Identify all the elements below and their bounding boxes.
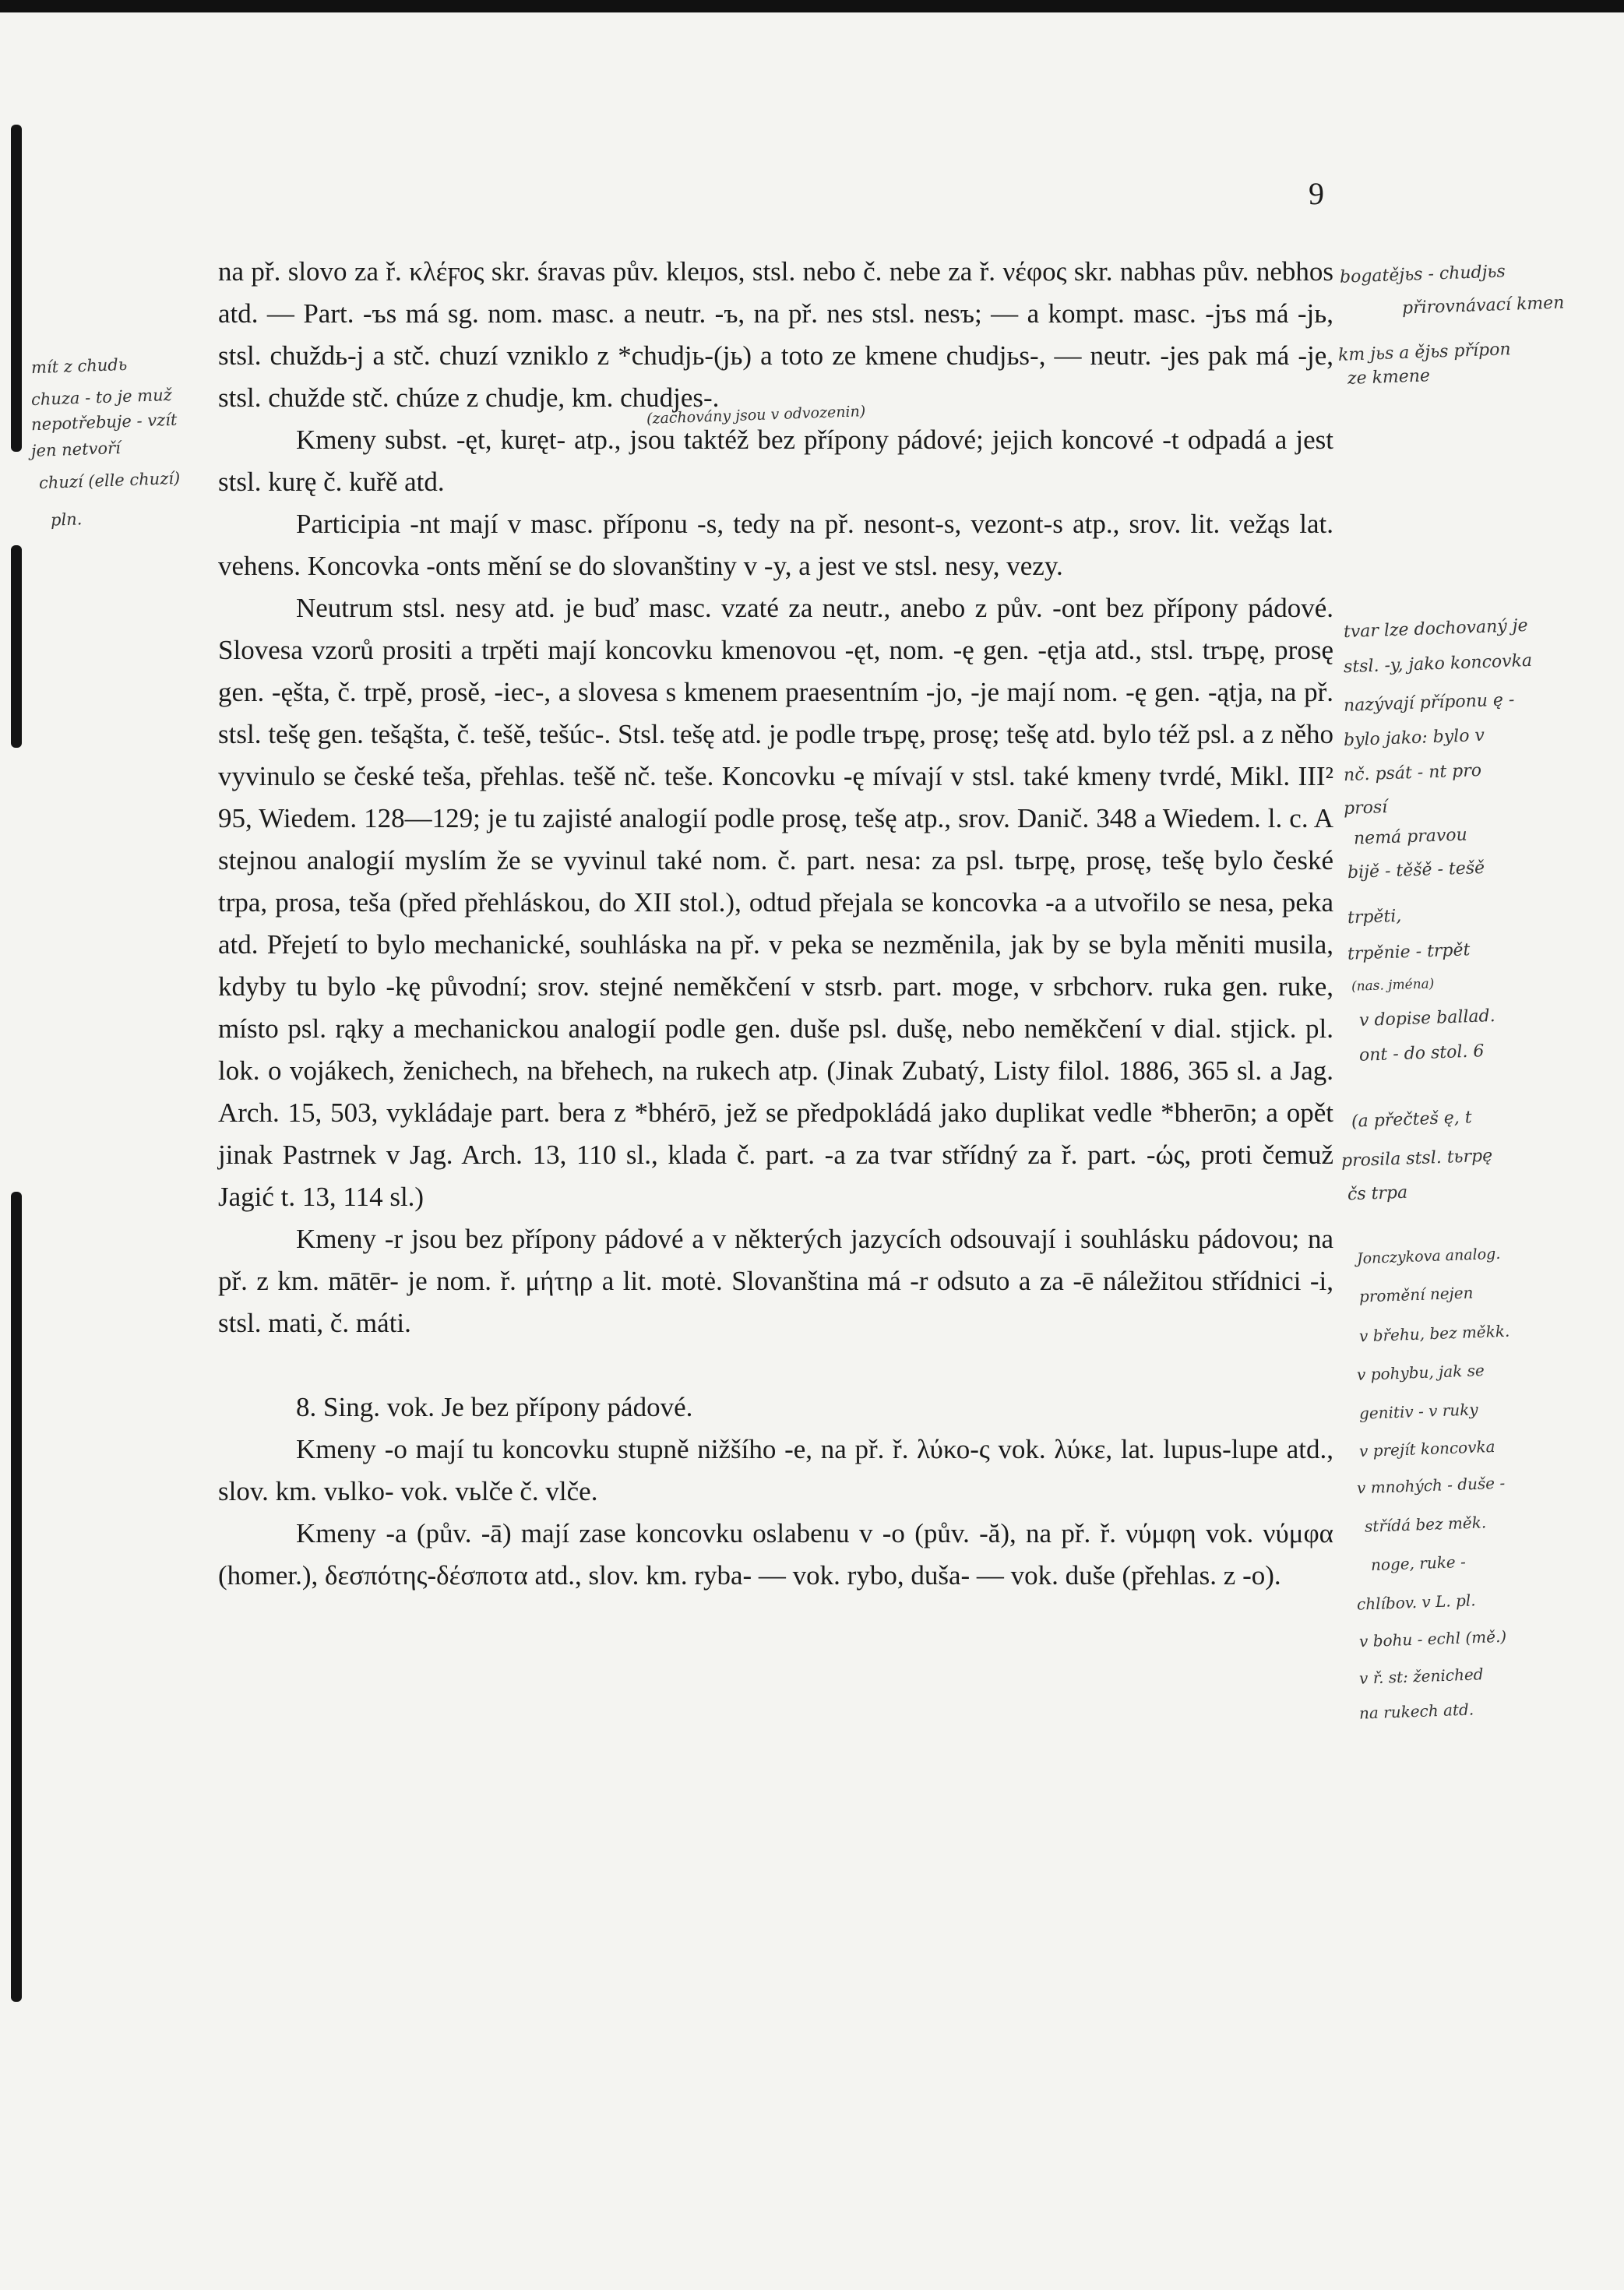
margin-note: v mnohých - duše - — [1356, 1473, 1506, 1498]
paragraph: Participia -nt mají v masc. příponu -s, tedy na př. nesont-s, vezont-s atp., srov. lit. vežąs lat. vehens. Koncovka -onts mění se do slovanštiny v -y, a jest ve stsl. nesy, vezy. — [218, 509, 1333, 581]
paragraph: Kmeny -o mají tu koncovku stupně nižšího -e, na př. ř. λύκο-ς vok. λύκε, lat. lupus-lupe atd., slov. km. vьlko- vok. vьlče č. vlče. — [218, 1434, 1333, 1506]
margin-note: trpěti, — [1347, 906, 1402, 928]
paragraph: na př. slovo za ř. κλέϝος skr. śravas pův. kleџos, stsl. nebo č. nebe za ř. νέφος skr. nabhas pův. nebhos atd. — Part. -ъs má sg. nom. masc. a neutr. -ъ, na př. nes stsl. nesъ; — a kompt. masc. -jъs má -jь, stsl. chuždь-j a stč. chuzí vzniklo z *chudjь-(jь) a toto ze kmene chudjьs-, — neutr. -jes pak má -je, stsl. chužde stč. chúze z chudje, km. chudjes-. — [218, 256, 1333, 413]
binding-shadow — [11, 1192, 22, 2002]
margin-note: nemá pravou — [1353, 825, 1468, 849]
margin-note: ont - do stol. 6 — [1358, 1041, 1485, 1066]
margin-note: nazývají příponu ę - — [1343, 690, 1515, 716]
margin-note: střídá bez měk. — [1364, 1513, 1487, 1536]
margin-note: přirovnávací kmen — [1401, 293, 1565, 319]
margin-note: chuza - to je muž — [30, 385, 173, 410]
margin-note: mít z chudь — [30, 354, 128, 378]
margin-note: km jьs a ějьs přípon — [1337, 340, 1511, 365]
margin-note: chlíbov. v L. pl. — [1356, 1591, 1476, 1614]
margin-note: bijě - těšě - tešě — [1347, 858, 1485, 883]
margin-note: v ř. st: ženiched — [1358, 1665, 1484, 1688]
paragraph: Kmeny -r jsou bez přípony pádové a v některých jazycích odsouvají i souhlásku pádovou; na př. z km. mātēr- je nom. ř. μήτηρ a lit. motė. Slovanština má -r odsuto a za -ē náležitou střídnici -i, stsl. mati, č. máti. — [218, 1224, 1333, 1338]
inline-annotation: (zachovány jsou v odvozenin) — [646, 403, 866, 428]
margin-note: prosila stsl. tьrpę — [1340, 1146, 1493, 1171]
margin-note: nepotřebuje - vzít — [30, 410, 178, 435]
binding-shadow — [11, 125, 22, 452]
margin-note: (a přečteš ę, t — [1351, 1108, 1473, 1132]
section-heading: 8. Sing. vok. Je bez přípony pádové. — [296, 1392, 693, 1422]
paragraph: Neutrum stsl. nesy atd. je buď masc. vzaté za neutr., anebo z pův. -ont bez přípony pádové. Slovesa vzorů prositi a trpěti mají koncovku kmenovou -ęt, nom. -ę gen. -ętja atd., stsl. trъpę, prosę gen. -ęšta, č. trpě, prosě, -iec-, a slovesa s kmenem praesentním -jo, -je mají nom. -ę gen. -ątja, na př. stsl. tešę gen. tešąšta, č. tešě, tešúc-. Stsl. tešę atd. je podle trъpę, prosę; tešę atd. bylo též psl. a z něho vyvinulo se české teša, přehlas. tešě nč. teše. Koncovku -ę mívají v stsl. také kmeny tvrdé, Mikl. III² 95, Wiedem. 128—129; je tu zajisté analogií podle prosę, tešę atp., srov. Danič. 348 a Wiedem. l. c. A stejnou analogií myslím že se vyvinul také nom. č. part. nesa: za psl. tьrpę, prosę, tešę bylo české trpa, prosa, teša (před přehláskou, do XII stol.), odtud přejala se koncovka -a a utvořilo se nesa, peka atd. Přejetí to bylo mechanické, souhláska na př. v peka se nezměnila, jak by se byla měniti musila, kdyby tu bylo -kę původní; srov. stejné neměkčení v stsrb. part. moge, v srbchorv. ruka gen. ruke, místo psl. rąky a mechanickou analogií podle gen. duše psl. dušę, nebo neměkčení v dial. stjick. pl. lok. o vojákech, ženichech, na břehech, na rukech atp. (Jinak Zubatý, Listy filol. 1886, 365 sl. a Jag. Arch. 15, 503, vykládaje part. bera z *bhérō, jež se předpokládá jako duplikat vedle *bherōn; a opět jinak Pastrnek v Jag. Arch. 13, 110 sl., klada č. part. -a za tvar střídný za ř. part. -ώς, proti čemuž Jagić t. 13, 114 sl.) — [218, 593, 1333, 1212]
margin-note: chuzí (elle chuzí) — [38, 468, 181, 493]
margin-note: na rukech atd. — [1358, 1700, 1474, 1723]
margin-note: nč. psát - nt pro — [1343, 760, 1482, 786]
margin-note: v prejít koncovka — [1358, 1436, 1495, 1461]
margin-note: jen netvoří — [30, 439, 122, 460]
margin-note: pln. — [50, 509, 83, 530]
binding-shadow — [11, 545, 22, 748]
paragraph: Kmeny -a (pův. -ā) mají zase koncovku oslabenu v -o (pův. -ă), na př. ř. νύμφη vok. νύμφα (homer.), δεσπότης-δέσποτα atd., slov. km. ryba- — vok. rybo, duša- — vok. duše (přehlas. z -o). — [218, 1518, 1333, 1591]
margin-note: bylo jako: bylo v — [1343, 725, 1485, 751]
margin-note: čs trpa — [1347, 1182, 1408, 1205]
margin-note: stsl. -y, jako koncovka — [1343, 650, 1533, 678]
margin-note: tvar lze dochovaný je — [1343, 615, 1528, 643]
margin-note: prosí — [1343, 798, 1388, 819]
margin-note: v dopise ballad. — [1358, 1006, 1496, 1031]
margin-note: bogatějьs - chudjьs — [1339, 262, 1506, 287]
paragraph: Kmeny subst. -ęt, kuręt- atp., jsou taktéž bez přípony pádové; jejich koncové -t odpadá a jest stsl. kurę č. kuřě atd. — [218, 425, 1333, 497]
margin-note: promění nejen — [1358, 1283, 1474, 1306]
margin-note: Jonczykova analog. — [1356, 1245, 1501, 1268]
margin-note: trpěnie - trpět — [1347, 940, 1471, 964]
margin-note: genitiv - v ruky — [1358, 1400, 1479, 1423]
margin-note: noge, ruke - — [1370, 1552, 1467, 1575]
margin-note: v bohu - echl (mě.) — [1358, 1626, 1507, 1651]
margin-note: v břehu, bez měkk. — [1358, 1321, 1510, 1346]
margin-note: ze kmene — [1347, 366, 1431, 389]
scan-top-edge — [0, 0, 1624, 12]
page-number: 9 — [1309, 176, 1324, 211]
margin-note: v pohybu, jak se — [1356, 1361, 1485, 1384]
body-text — [218, 251, 1333, 1597]
margin-note: (nas. jména) — [1351, 976, 1435, 995]
